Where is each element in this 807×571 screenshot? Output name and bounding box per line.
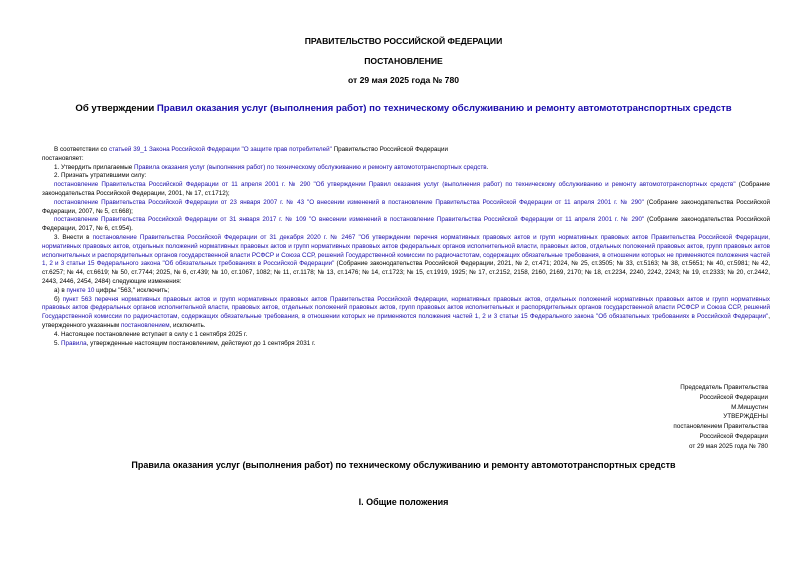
section-1-heading: I. Общие положения [358,497,449,507]
item-3-a [42,287,770,296]
item-3-b-text-2: , утвержденного указанным [42,313,770,329]
resolution-43-link[interactable]: постановление Правительства Российской Федерации от 23 января 2007 г. № 43 "О внесении изменений в постановление Правительства Российской Федерации от 11 апреля 2001 г. № 290" [54,198,644,206]
item-2-sub-3-text: (Собрание законодательства Российской Федерации, 2017, № 6, ст.954). [42,216,770,233]
item-2-heading: 2. Признать утратившими силу: [54,172,147,180]
item-5-text-1: 5. [54,339,62,347]
approval-country: Российской Федерации [699,432,768,440]
item-2-sub-1-text: (Собрание законодательства Российской Федерации, 2001, № 17, ст.1712); [42,181,770,197]
item-2-sub-2 [42,199,770,217]
resolution-290-link[interactable]: постановление Правительства Российской Федерации от 11 апреля 2001 г. № 290 "Об утверждении Правил оказания услуг (выполнения работ) по техническому обслуживанию и ремонту автомототранспортных средств" [54,181,736,189]
item-3-a-text-1: а) в [54,286,67,294]
item-3-text-2: (Собрание законодательства Российской Федерации, 2021, № 2, ст.471; 2024, № 25, ст.3505; № 33, ст.5163; № 38, ст.5651; № 40, ст.5981; № 42, ст.6257; № 44, ст.6619; № 50, ст.7744; 2025, № 6, ст.439; № 10, ст.1067, 1082; № 11, ст.1178; № 13, ст.1476; № 14, ст.1723; № 15, ст.1919, 1925; № 17, ст.2152, 2158, 2160, 2169, 2170; № 18, ст.2234, 2240, 2242, 2243; № 19, ст.2333; № 20, ст.2442, 2443, 2446, 2454, 2484) следующие изменения: [42,260,770,285]
approval-date: от 29 мая 2025 года № 780 [689,442,768,450]
resolution-109-link[interactable]: постановление Правительства Российской Федерации от 31 января 2017 г. № 109 "О внесении изменений в постановление Правительства Российской Федерации от 11 апреля 2001 г. № 290" [54,216,645,224]
item-3-b-text-1: б) [54,295,63,303]
point-563-link[interactable]: пункт 563 перечня нормативных правовых актов и групп нормативных правовых актов Правительства Российской Федерации, нормативных правовых актов, отдельных положений нормативных правовых актов и групп нормативных правовых актов федеральных органов исполнительной власти, правовых актов, отдельных положений правовых актов, групп правовых актов исполнительных и распорядительных органов государственной власти РСФСР и Союза ССР, решений Государственной комиссии по радиочастотам, содержащих обязательные требования, в отношении которых не применяются положения частей 1, 2 и 3 статьи 15 Федерального закона "Об обязательных требованиях в Российской Федерации" [42,295,771,321]
title-prefix: Об утверждении [75,103,157,114]
item-4: 4. Настоящее постановление вступает в силу с 1 сентября 2025 г. [54,330,248,338]
item-3 [42,234,770,287]
item-3-b-text-3: , исключить. [169,321,206,329]
item-3-a-text-2: цифры "563," исключить; [94,286,170,294]
signature-block [673,383,768,452]
document-date-number: от 29 мая 2025 года № 780 [347,75,460,85]
item-1-text-1: 1. Утвердить прилагаемые [54,163,134,171]
document-title [0,103,807,115]
rules-title: Правила оказания услуг (выполнения работ) по техническому обслуживанию и ремонту автомототранспортных средств [131,460,676,470]
rules-link[interactable]: Правила [61,339,87,347]
item-2-sub-2-text: (Собрание законодательства Российской Федерации, 2007, № 5, ст.668); [42,198,771,215]
item-5 [42,340,770,349]
item-2-sub-3 [42,216,770,234]
document-body [42,146,770,348]
government-name: ПРАВИТЕЛЬСТВО РОССИЙСКОЙ ФЕДЕРАЦИИ [304,36,503,46]
item-2-sub-1 [42,181,770,199]
item-3-text-1: 3. Внести в [54,233,93,241]
preamble-resolves: постановляет: [42,154,84,162]
document-type: ПОСТАНОВЛЕНИЕ [364,56,443,66]
preamble-text-2: Правительство Российской Федерации [331,146,449,153]
title-rules-link[interactable]: Правил оказания услуг (выполнения работ) по техническому обслуживанию и ремонту автомототранспортных средств [156,103,732,114]
resolution-link[interactable]: постановлением [121,321,170,329]
item-1-text-2: . [486,163,489,171]
signature-name: М.Мишустин [731,403,768,411]
item-1-rules-link[interactable]: Правила оказания услуг (выполнения работ) по техническому обслуживанию и ремонту автомототранспортных средств [134,163,487,171]
preamble [42,146,770,155]
item-5-text-2: , утвержденные настоящим постановлением, действуют до 1 сентября 2031 г. [86,339,316,347]
signature-country: Российской Федерации [699,393,768,401]
consumer-law-link[interactable]: статьей 39_1 Закона Российской Федерации "О защите прав потребителей" [108,146,332,153]
approval-stamp: УТВЕРЖДЕНЫ [723,413,768,421]
signature-position: Председатель Правительства [680,384,768,391]
preamble-text-1: В соответствии со [54,146,109,153]
approval-by: постановлением Правительства [673,423,768,431]
point-10-link[interactable]: пункте 10 [66,286,95,294]
item-3-b [42,296,770,331]
resolution-2467-link[interactable]: постановление Правительства Российской Федерации от 31 декабря 2020 г. № 2467 "Об утверждении перечня нормативных правовых актов и групп нормативных правовых актов Правительства Российской Федерации, нормативных правовых актов, отдельных положений нормативных правовых актов и групп нормативных правовых актов федеральных органов исполнительной власти, правовых актов, отдельных положений правовых актов, групп правовых актов исполнительных и распорядительных органов государственной власти РСФСР и Союза ССР, решений Государственной комиссии по радиочастотам, содержащих обязательные требования, в отношении которых не применяются положения частей 1, 2 и 3 статьи 15 Федерального закона "Об обязательных требованиях в Российской Федерации" [42,233,770,268]
item-1 [42,164,770,173]
